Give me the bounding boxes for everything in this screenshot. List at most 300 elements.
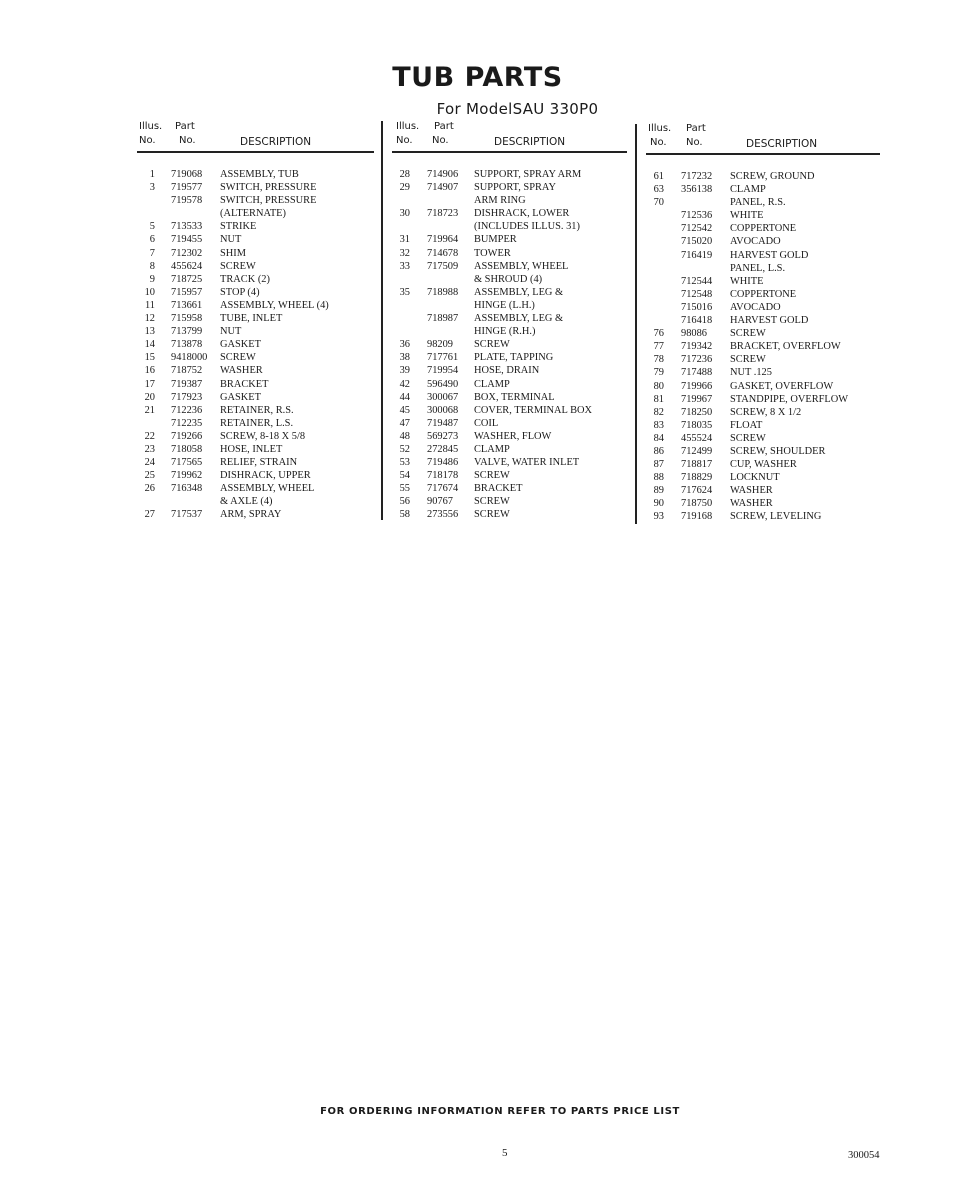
illus-number: 29	[399, 182, 410, 194]
table-row	[646, 341, 886, 354]
part-description: NUT	[220, 326, 242, 338]
part-number: 719964	[427, 234, 459, 246]
part-number: 719954	[427, 365, 459, 377]
part-number: 714678	[427, 247, 459, 259]
illus-number: 25	[144, 470, 155, 482]
illus-number: 21	[144, 404, 155, 416]
illus-number: 30	[399, 208, 410, 220]
part-number: 719577	[171, 182, 203, 194]
illus-number: 11	[144, 299, 155, 311]
illus-number: 36	[399, 339, 410, 351]
part-description: WASHER	[730, 498, 773, 510]
part-number: 356138	[681, 184, 713, 196]
illus-number: 6	[149, 234, 155, 246]
illus-number: 13	[144, 326, 155, 338]
table-row	[392, 234, 632, 247]
illus-number: 56	[399, 496, 410, 508]
table-row	[137, 431, 377, 444]
illus-number: 38	[399, 352, 410, 364]
part-description: WHITE	[730, 210, 764, 222]
illus-number: 86	[653, 445, 664, 457]
part-number: 719486	[427, 457, 459, 469]
table-row	[646, 184, 886, 197]
parts-rows	[392, 169, 632, 523]
table-row	[392, 221, 632, 234]
part-description: SCREW	[474, 470, 510, 482]
part-number: 719168	[681, 511, 713, 523]
part-description: SCREW	[730, 432, 766, 444]
part-number: 718752	[171, 365, 203, 377]
column-header	[137, 121, 377, 155]
part-number: 718178	[427, 470, 459, 482]
illus-number: 93	[653, 511, 664, 523]
table-row	[646, 394, 886, 407]
part-description: SCREW, 8-18 X 5/8	[220, 430, 306, 442]
part-description: (INCLUDES ILLUS. 31)	[474, 221, 580, 233]
illus-number: 48	[399, 430, 410, 442]
part-number: 718750	[681, 498, 713, 510]
part-description: HINGE (L.H.)	[474, 299, 535, 311]
part-description: SCREW, GROUND	[730, 171, 815, 182]
part-number: 712302	[171, 247, 203, 259]
part-number: 712235	[171, 417, 203, 429]
table-row	[137, 509, 377, 522]
part-number: 712236	[171, 404, 203, 416]
table-row	[646, 367, 886, 380]
part-description: CUP, WASHER	[730, 459, 797, 471]
part-label: Part	[175, 121, 195, 132]
illus-number: 12	[144, 313, 155, 325]
part-number: 714907	[427, 182, 459, 194]
part-label: Part	[434, 121, 454, 132]
illus-number: 79	[653, 367, 664, 379]
table-row	[137, 274, 377, 287]
table-row	[137, 483, 377, 496]
illus-number: 76	[653, 328, 664, 340]
description-label: DESCRIPTION	[746, 138, 818, 150]
table-row	[646, 289, 886, 302]
parts-column-2	[392, 121, 632, 523]
table-row	[646, 485, 886, 498]
part-number: 719966	[681, 380, 713, 392]
part-description: NUT .125	[730, 367, 772, 379]
part-number: 273556	[427, 509, 459, 521]
parts-rows	[646, 171, 886, 525]
part-number: 719578	[171, 195, 203, 207]
illus-number: 77	[653, 341, 664, 353]
illus-number: 22	[144, 430, 155, 442]
illus-number: 31	[399, 234, 410, 246]
part-description: VALVE, WATER INLET	[474, 457, 580, 469]
part-description: DISHRACK, LOWER	[474, 208, 570, 220]
part-number: 718035	[681, 419, 713, 431]
illus-label: Illus.	[396, 121, 420, 132]
illus-number: 44	[399, 391, 410, 403]
illus-number: 81	[653, 393, 664, 405]
part-description: HARVEST GOLD	[730, 315, 809, 327]
illus-number: 88	[653, 472, 664, 484]
table-row	[137, 234, 377, 247]
part-number: 718829	[681, 472, 713, 484]
table-row	[392, 261, 632, 274]
part-number: 713878	[171, 339, 203, 351]
part-number: 717537	[171, 509, 203, 521]
part-description: GASKET	[220, 339, 261, 351]
part-number: 718988	[427, 286, 459, 298]
part-number: 712499	[681, 445, 713, 457]
table-row	[646, 210, 886, 223]
description-label: DESCRIPTION	[494, 136, 566, 148]
table-row	[646, 433, 886, 446]
part-number: 718058	[171, 443, 203, 455]
illus-number: 84	[653, 432, 664, 444]
part-number: 719266	[171, 430, 203, 442]
table-row	[137, 470, 377, 483]
part-number: 98209	[427, 339, 453, 351]
illus-number: 61	[653, 171, 664, 182]
part-number: 713661	[171, 299, 203, 311]
table-row	[392, 470, 632, 483]
table-row	[137, 182, 377, 195]
part-description: SCREW, SHOULDER	[730, 445, 826, 457]
table-row	[392, 182, 632, 195]
illus-number: 83	[653, 419, 664, 431]
illus-number: 3	[149, 182, 155, 194]
illus-number: 17	[144, 378, 155, 390]
part-description: SCREW	[474, 339, 510, 351]
part-no-label: No.	[432, 135, 449, 146]
part-description: ASSEMBLY, TUB	[220, 169, 299, 180]
part-description: CLAMP	[730, 184, 766, 196]
illus-label: Illus.	[139, 121, 163, 132]
table-row	[392, 405, 632, 418]
part-description: PLATE, TAPPING	[474, 352, 554, 364]
table-row	[646, 315, 886, 328]
table-row	[646, 276, 886, 289]
page-number: 5	[502, 1147, 508, 1159]
table-row	[392, 457, 632, 470]
table-row	[392, 313, 632, 326]
part-description: HOSE, DRAIN	[474, 365, 540, 377]
part-number: 718725	[171, 273, 203, 285]
table-row	[392, 274, 632, 287]
table-row	[646, 328, 886, 341]
table-row	[646, 302, 886, 315]
table-row	[392, 208, 632, 221]
illus-number: 47	[399, 417, 410, 429]
part-description: BOX, TERMINAL	[474, 391, 555, 403]
part-number: 272845	[427, 443, 459, 455]
illus-number: 16	[144, 365, 155, 377]
table-row	[137, 418, 377, 431]
table-row	[392, 392, 632, 405]
part-description: COPPERTONE	[730, 223, 797, 235]
table-row	[392, 339, 632, 352]
part-number: 719387	[171, 378, 203, 390]
table-row	[646, 354, 886, 367]
part-number: 719967	[681, 393, 713, 405]
part-number: 569273	[427, 430, 459, 442]
header-rule	[646, 153, 880, 155]
part-description: HARVEST GOLD	[730, 249, 809, 261]
model-subtitle: For ModelSAU 330P0	[436, 100, 599, 118]
illus-no-label: No.	[396, 135, 413, 146]
part-number: 715016	[681, 301, 713, 313]
part-description: DISHRACK, UPPER	[220, 470, 311, 482]
part-number: 717624	[681, 485, 713, 497]
part-number: 455524	[681, 432, 713, 444]
illus-number: 26	[144, 483, 155, 495]
part-description: COPPERTONE	[730, 288, 797, 300]
part-no-label: No.	[179, 135, 196, 146]
part-description: COIL	[474, 417, 499, 429]
part-description: NUT	[220, 234, 242, 246]
table-row	[392, 326, 632, 339]
illus-number: 28	[399, 169, 410, 180]
illus-number: 24	[144, 457, 155, 469]
part-description: SUPPORT, SPRAY ARM	[474, 169, 582, 180]
part-number: 719962	[171, 470, 203, 482]
table-row	[392, 365, 632, 378]
part-description: AVOCADO	[730, 301, 781, 313]
part-description: TRACK (2)	[220, 273, 270, 285]
part-description: HINGE (R.H.)	[474, 326, 536, 338]
part-description: STRIKE	[220, 221, 257, 233]
illus-number: 63	[653, 184, 664, 196]
part-number: 719342	[681, 341, 713, 353]
table-row	[137, 248, 377, 261]
table-row	[646, 472, 886, 485]
illus-no-label: No.	[139, 135, 156, 146]
part-description: SCREW	[220, 352, 256, 364]
part-description: ASSEMBLY, LEG &	[474, 313, 564, 325]
part-description: AVOCADO	[730, 236, 781, 248]
illus-number: 33	[399, 260, 410, 272]
illus-number: 52	[399, 443, 410, 455]
part-number: 712542	[681, 223, 713, 235]
part-description: RETAINER, L.S.	[220, 417, 294, 429]
part-number: 98086	[681, 328, 707, 340]
table-row	[646, 511, 886, 524]
part-description: ARM, SPRAY	[220, 509, 282, 521]
part-description: WASHER	[220, 365, 263, 377]
table-row	[137, 444, 377, 457]
part-number: 719068	[171, 169, 203, 180]
table-row	[646, 381, 886, 394]
parts-column-1	[137, 121, 377, 523]
header-rule	[392, 151, 627, 153]
part-number: 90767	[427, 496, 453, 508]
part-number: 717232	[681, 171, 713, 182]
table-row	[137, 339, 377, 352]
table-row	[137, 300, 377, 313]
illus-label: Illus.	[648, 123, 672, 134]
table-row	[646, 171, 886, 184]
table-row	[137, 195, 377, 208]
illus-number: 70	[653, 197, 664, 209]
part-description: COVER, TERMINAL BOX	[474, 404, 593, 416]
part-number: 716348	[171, 483, 203, 495]
part-number: 716419	[681, 249, 713, 261]
illus-number: 8	[149, 260, 155, 272]
part-description: CLAMP	[474, 378, 510, 390]
illus-number: 80	[653, 380, 664, 392]
table-row	[392, 431, 632, 444]
part-number: 715958	[171, 313, 203, 325]
part-number: 718817	[681, 459, 713, 471]
illus-number: 15	[144, 352, 155, 364]
part-description: SCREW, 8 X 1/2	[730, 406, 802, 418]
part-description: SCREW	[730, 328, 766, 340]
table-row	[392, 169, 632, 182]
table-row	[646, 407, 886, 420]
illus-number: 89	[653, 485, 664, 497]
table-row	[646, 197, 886, 210]
part-description: TOWER	[474, 247, 511, 259]
part-number: 719455	[171, 234, 203, 246]
part-no-label: No.	[686, 137, 703, 148]
table-row	[646, 459, 886, 472]
part-number: 712536	[681, 210, 713, 222]
part-description: STOP (4)	[220, 286, 260, 298]
part-number: 9418000	[171, 352, 208, 364]
illus-number: 42	[399, 378, 410, 390]
description-label: DESCRIPTION	[240, 136, 312, 148]
part-number: 717674	[427, 483, 459, 495]
part-number: 717236	[681, 354, 713, 366]
table-row	[392, 287, 632, 300]
part-description: BRACKET, OVERFLOW	[730, 341, 841, 353]
part-description: ASSEMBLY, WHEEL (4)	[220, 299, 329, 311]
table-row	[392, 248, 632, 261]
part-description: SUPPORT, SPRAY	[474, 182, 556, 194]
illus-number: 9	[149, 273, 155, 285]
table-row	[646, 223, 886, 236]
part-description: SCREW, LEVELING	[730, 511, 822, 523]
part-number: 718987	[427, 313, 459, 325]
part-description: CLAMP	[474, 443, 510, 455]
page-title: TUB PARTS	[392, 62, 563, 93]
table-row	[137, 496, 377, 509]
illus-number: 32	[399, 247, 410, 259]
illus-number: 87	[653, 459, 664, 471]
part-number: 715957	[171, 286, 203, 298]
table-row	[392, 300, 632, 313]
part-description: PANEL, L.S.	[730, 262, 786, 274]
part-number: 718250	[681, 406, 713, 418]
illus-number: 54	[399, 470, 410, 482]
table-row	[392, 195, 632, 208]
table-row	[392, 379, 632, 392]
table-row	[137, 208, 377, 221]
part-description: STANDPIPE, OVERFLOW	[730, 393, 849, 405]
illus-number: 78	[653, 354, 664, 366]
part-number: 717565	[171, 457, 203, 469]
illus-number: 23	[144, 443, 155, 455]
part-description: BRACKET	[220, 378, 269, 390]
part-number: 717761	[427, 352, 459, 364]
part-description: SCREW	[730, 354, 766, 366]
part-description: SHIM	[220, 247, 246, 259]
table-row	[392, 496, 632, 509]
table-row	[392, 483, 632, 496]
part-description: SCREW	[220, 260, 256, 272]
column-header	[392, 121, 632, 155]
part-number: 719487	[427, 417, 459, 429]
part-description: SWITCH, PRESSURE	[220, 182, 317, 194]
part-number: 712548	[681, 288, 713, 300]
part-number: 300067	[427, 391, 459, 403]
table-row	[137, 261, 377, 274]
table-row	[646, 263, 886, 276]
part-description: WHITE	[730, 275, 764, 287]
part-description: FLOAT	[730, 419, 763, 431]
illus-number: 1	[149, 169, 155, 180]
illus-number: 5	[149, 221, 155, 233]
part-description: BUMPER	[474, 234, 517, 246]
part-number: 300068	[427, 404, 459, 416]
part-description: GASKET	[220, 391, 261, 403]
column-header	[646, 123, 886, 157]
illus-number: 90	[653, 498, 664, 510]
part-label: Part	[686, 123, 706, 134]
illus-number: 10	[144, 286, 155, 298]
part-number: 717923	[171, 391, 203, 403]
table-row	[646, 420, 886, 433]
part-description: ASSEMBLY, WHEEL	[474, 260, 569, 272]
part-description: GASKET, OVERFLOW	[730, 380, 834, 392]
part-description: BRACKET	[474, 483, 523, 495]
table-row	[392, 418, 632, 431]
table-row	[646, 498, 886, 511]
illus-number: 58	[399, 509, 410, 521]
table-row	[137, 221, 377, 234]
table-row	[137, 379, 377, 392]
illus-number: 45	[399, 404, 410, 416]
table-row	[392, 444, 632, 457]
part-number: 714906	[427, 169, 459, 180]
part-number: 717509	[427, 260, 459, 272]
part-number: 715020	[681, 236, 713, 248]
part-description: LOCKNUT	[730, 472, 780, 484]
part-description: RELIEF, STRAIN	[220, 457, 298, 469]
part-description: HOSE, INLET	[220, 443, 283, 455]
part-description: SWITCH, PRESSURE	[220, 195, 317, 207]
header-rule	[137, 151, 374, 153]
table-row	[646, 236, 886, 249]
illus-number: 35	[399, 286, 410, 298]
table-row	[392, 509, 632, 522]
table-row	[646, 250, 886, 263]
parts-column-3	[646, 123, 886, 525]
part-description: & SHROUD (4)	[474, 273, 543, 285]
table-row	[137, 457, 377, 470]
table-row	[137, 313, 377, 326]
part-description: TUBE, INLET	[220, 313, 283, 325]
part-number: 713533	[171, 221, 203, 233]
part-number: 717488	[681, 367, 713, 379]
part-number: 713799	[171, 326, 203, 338]
table-row	[137, 169, 377, 182]
table-row	[137, 392, 377, 405]
parts-rows	[137, 169, 377, 523]
part-description: SCREW	[474, 496, 510, 508]
table-row	[137, 365, 377, 378]
illus-number: 20	[144, 391, 155, 403]
ordering-footer: FOR ORDERING INFORMATION REFER TO PARTS PRICE LIST	[320, 1106, 680, 1117]
part-number: 718723	[427, 208, 459, 220]
illus-number: 82	[653, 406, 664, 418]
